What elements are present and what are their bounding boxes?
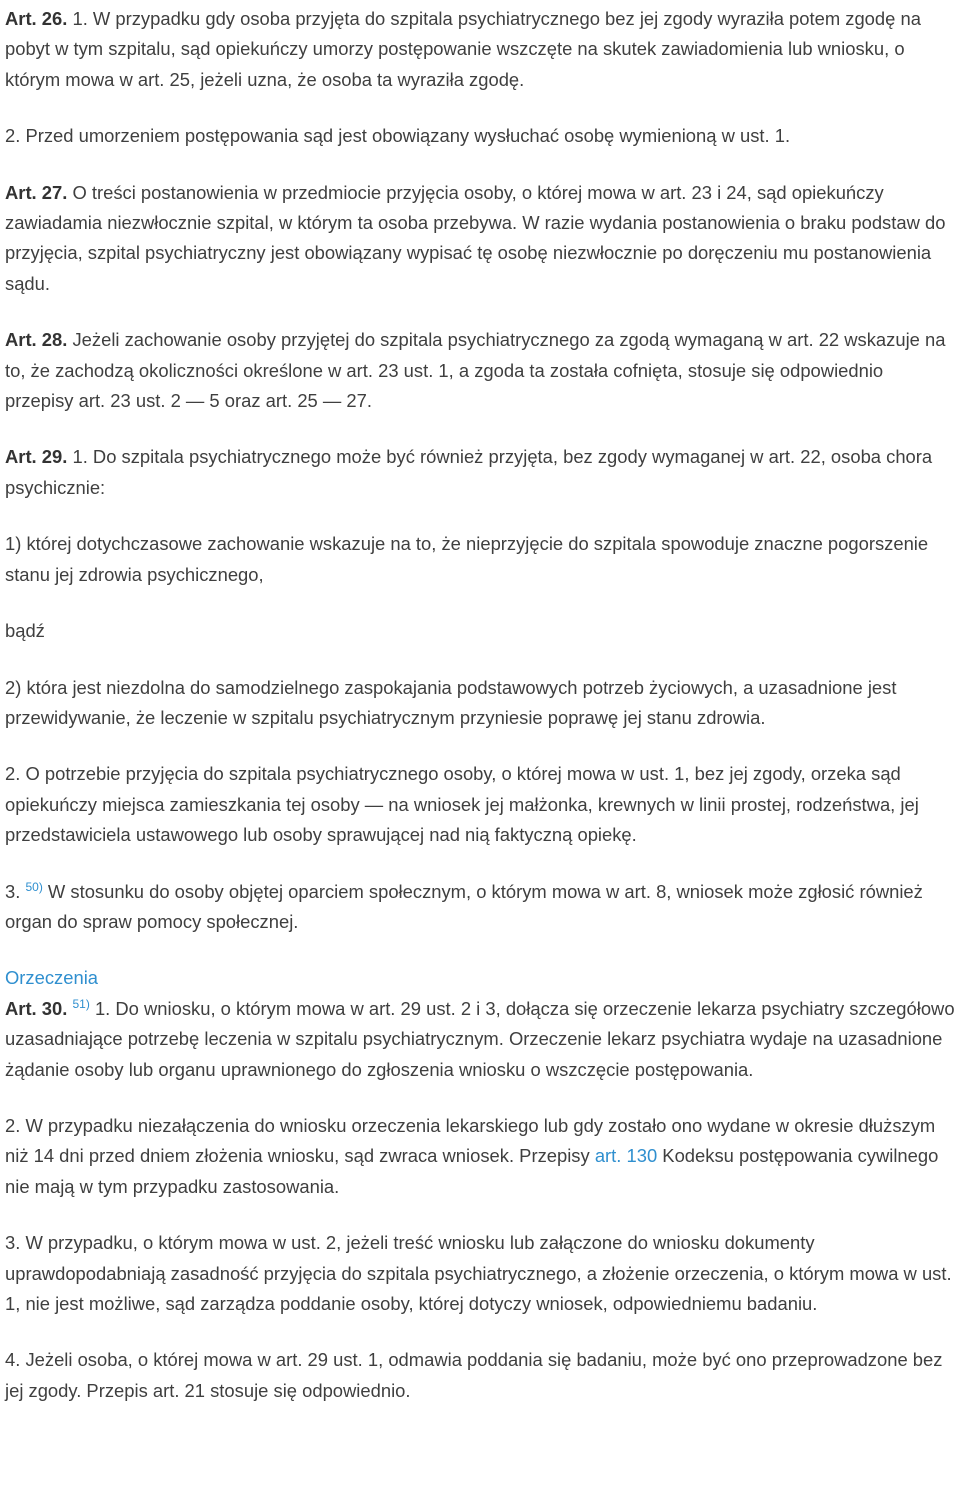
art29-paragraph-3: [5, 877, 955, 938]
art29-or-text: bądź: [5, 620, 45, 642]
art27-label: Art. 27.: [5, 181, 68, 203]
art30-text-1: 1. Do wniosku, o którym mowa w art. 29 ust. 2 i 3, dołącza się orzeczenie lekarza psychiatry szczegółowo uzasadniające potrzebę leczenia w szpitalu psychiatrycznym. Orzeczenie lekarz psychiatra wydaje na uzasadnione żądanie osoby lub organu uprawnionego do zgłoszenia wniosku o wszczęcie postępowania.: [5, 997, 955, 1080]
art29-label: Art. 29.: [5, 446, 68, 468]
art29-p3-number: 3.: [5, 880, 21, 902]
art28-paragraph: [5, 325, 955, 416]
art-130-link[interactable]: art. 130: [594, 1145, 658, 1167]
art29-paragraph-2: [5, 759, 955, 850]
art26-paragraph-1: [5, 4, 955, 95]
art29-text-1: 1. Do szpitala psychiatrycznego może być również przyjęta, bez zgody wymaganej w art. 22, osoba chora psychicznie:: [5, 446, 933, 498]
art30-paragraph-4: [5, 1345, 955, 1406]
art26-text-1: 1. W przypadku gdy osoba przyjęta do szpitala psychiatrycznego bez jej zgody wyraziła potem zgodę na pobyt w tym szpitalu, sąd opiekuńczy umorzy postępowanie wszczęte na skutek zawiadomienia lub wniosku, o którym mowa w art. 25, jeżeli uzna, że osoba ta wyraziła zgodę.: [5, 8, 921, 90]
art29-paragraph-1: [5, 442, 955, 503]
art28-label: Art. 28.: [5, 329, 68, 351]
art26-paragraph-2: [5, 121, 955, 151]
art30-block: [5, 963, 955, 1085]
art29-item-2: [5, 673, 955, 734]
footnote-ref-51[interactable]: 51): [72, 996, 90, 1011]
footnote-ref-50[interactable]: 50): [25, 879, 43, 894]
art29-or: [5, 616, 955, 646]
art30-label: Art. 30.: [5, 997, 68, 1019]
art30-paragraph-2: [5, 1111, 955, 1202]
art30-paragraph-3: [5, 1228, 955, 1319]
art30-text-4: 4. Jeżeli osoba, o której mowa w art. 29 ust. 1, odmawia poddania się badaniu, może być ono przeprowadzone bez jej zgody. Przepis art. 21 stosuje się odpowiednio.: [5, 1349, 943, 1401]
art30-text-2b: Kodeksu postępowania cywilnego nie mają w tym przypadku zastosowania.: [5, 1145, 939, 1197]
art30-text-3: 3. W przypadku, o którym mowa w ust. 2, jeżeli treść wniosku lub załączone do wniosku dokumenty uprawdopodabniają zasadność przyjęcia do szpitala psychiatrycznego, a złożenie orzeczenia, o którym mowa w ust. 1, nie jest możliwe, sąd zarządza poddanie osoby, której dotyczy wniosek, odpowiedniemu badaniu.: [5, 1232, 952, 1314]
art29-text-3: W stosunku do osoby objętej oparciem społecznym, o którym mowa w art. 8, wniosek może zgłosić również organ do spraw pomocy społecznej.: [5, 880, 923, 932]
art27-text: O treści postanowienia w przedmiocie przyjęcia osoby, o której mowa w art. 23 i 24, sąd opiekuńczy zawiadamia niezwłocznie szpital, w którym ta osoba przebywa. W razie wydania postanowienia o braku podstaw do przyjęcia, szpital psychiatryczny jest obowiązany wypisać tę osobę niezwłocznie po doręczeniu mu postanowienia sądu.: [5, 181, 946, 294]
art26-text-2: 2. Przed umorzeniem postępowania sąd jest obowiązany wysłuchać osobę wymienioną w ust. 1.: [5, 125, 791, 147]
art29-item-2-text: 2) która jest niezdolna do samodzielnego zaspokajania podstawowych potrzeb życiowych, a uzasadnione jest przewidywanie, że leczenie w szpitalu psychiatrycznym przyniesie poprawę jej stanu zdrowia.: [5, 676, 897, 728]
art30-paragraph-1: [5, 994, 955, 1085]
art26-label: Art. 26.: [5, 8, 68, 29]
art27-paragraph: [5, 178, 955, 300]
art28-text: Jeżeli zachowanie osoby przyjętej do szpitala psychiatrycznego za zgodą wymaganą w art. 22 wskazuje na to, że zachodzą okoliczności określone w art. 23 ust. 1, a zgoda ta została cofnięta, stosuje się odpowiednio przepisy art. 23 ust. 2 — 5 oraz art. 25 — 27.: [5, 329, 946, 412]
art29-text-2: 2. O potrzebie przyjęcia do szpitala psychiatrycznego osoby, o której mowa w ust. 1, bez jej zgody, orzeka sąd opiekuńczy miejsca zamieszkania tej osoby — na wniosek jej małżonka, krewnych w linii prostej, rodzeństwa, jej przedstawiciela ustawowego lub osoby sprawującej nad nią faktyczną opiekę.: [5, 763, 919, 846]
art29-item-1-text: 1) której dotychczasowe zachowanie wskazuje na to, że nieprzyjęcie do szpitala spowoduje znaczne pogorszenie stanu jej zdrowia psychicznego,: [5, 533, 929, 585]
art30-text-2a: 2. W przypadku niezałączenia do wniosku orzeczenia lekarskiego lub gdy zostało ono wydane w okresie dłuższym niż 14 dni przed dniem złożenia wniosku, sąd zwraca wniosek. Przepisy: [5, 1114, 936, 1167]
art29-item-1: [5, 529, 955, 590]
orzeczenia-link[interactable]: Orzeczenia: [5, 967, 99, 989]
